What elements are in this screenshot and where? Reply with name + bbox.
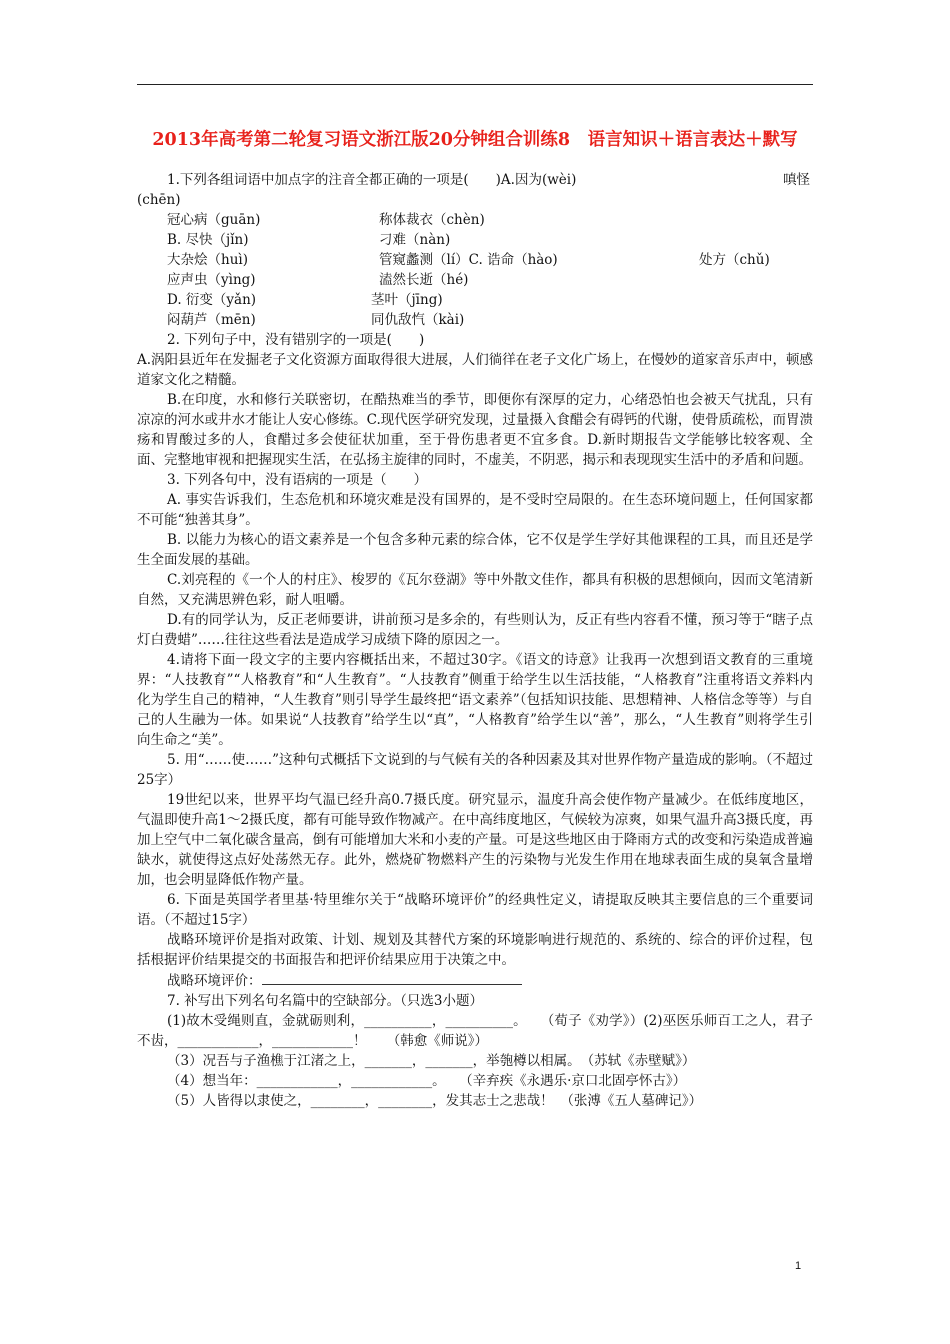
q1-stem-row — [137, 170, 813, 190]
q1-row-2 — [137, 230, 813, 250]
document-body — [137, 170, 813, 1111]
q1-option-text: 冠心病（guān) — [167, 212, 261, 228]
q1-row-5 — [137, 290, 813, 310]
q1-row-4 — [137, 270, 813, 290]
top-rule — [137, 84, 813, 85]
q3-option-a: A. 事实告诉我们，生态危机和环境灾难是没有国界的，是不受时空局限的。在生态环境问题上，任何国家都不可能“独善其身”。 — [137, 492, 813, 528]
q7-item-3: （3）况吾与子渔樵于江渚之上，_______，_______，举匏樽以相属。 （苏轼《赤壁赋》） — [167, 1053, 696, 1069]
page-number: 1 — [795, 1260, 802, 1272]
q6-passage: 战略环境评价是指对政策、计划、规划及其替代方案的环境影响进行规范的、系统的、综合的评价过程，包括根据评价结果提交的书面报告和把评价结果应用于决策之中。 — [137, 932, 813, 968]
q1-a-tail-row — [137, 190, 813, 210]
q2-option-a: A.涡阳县近年在发掘老子文化资源方面取得很大进展，人们徜徉在老子文化广场上，在慢妙的道家音乐声中，顿感道家文化之精髓。 — [137, 352, 813, 388]
q5-passage: 19世纪以来，世界平均气温已经升高0.7摄氏度。研究显示，温度升高会使作物产量减少。在低纬度地区，气温即使升高1～2摄氏度，都有可能导致作物减产。在中高纬度地区，气候较为凉爽，如果气温升高3摄氏度，再加上空气中二氧化碳含量高，倒有可能增加大米和小麦的产量。可是这些地区由于降雨方式的改变和污染造成普遍缺水，就使得这点好处荡然无存。此外，燃烧矿物燃料产生的污染物与光发生作用在地球表面生成的臭氧含量增加，也会明显降低作物产量。 — [137, 792, 813, 888]
q1-option-text: 刁难（nàn) — [379, 232, 451, 248]
q3-option-d: D.有的同学认为，反正老师要讲，讲前预习是多余的，有些则认为，反正有些内容看不懂，预习等于“瞎子点灯白费蜡”……往往这些看法是造成学习成绩下降的原因之一。 — [137, 612, 813, 648]
q4-text: 4.请将下面一段文字的主要内容概括出来，不超过30字。《语文的诗意》让我再一次想到语文教育的三重境界：“人技教育”“人格教育”和“人生教育”。“人技教育”侧重于给学生以生活技能，“人格教育”注重将语文养料内化为学生自己的精神，“人生教育”则引导学生最终把“语文素养”（包括知识技能、思想精神、人格信念等等）与自己的人生融为一体。如果说“人技教育”给学生以“真”，“人格教育”给学生以“善”，那么，“人生教育”则将学生引向生命之“美”。 — [137, 652, 813, 748]
q3-option-b: B. 以能力为核心的语文素养是一个包含多种元素的综合体，它不仅是学生学好其他课程的工具，而且还是学生全面发展的基础。 — [137, 532, 813, 568]
q1-row-3 — [137, 250, 813, 270]
q1-row-6 — [137, 310, 813, 330]
q6-stem: 6. 下面是英国学者里基·特里维尔关于“战略环境评价”的经典性定义，请提取反映其主要信息的三个重要词语。（不超过15字） — [137, 892, 813, 928]
q7-stem: 7. 补写出下列名句名篇中的空缺部分。（只选3小题） — [167, 993, 484, 1009]
q5-stem: 5. 用“……使……”这种句式概括下文说到的与气候有关的各种因素及其对世界作物产量造成的影响。（不超过25字） — [137, 752, 813, 788]
q1-option-text: 溘然长逝（hé) — [379, 272, 469, 288]
q1-stem: 1.下列各组词语中加点字的注音全都正确的一项是( )A.因为(wèi) — [167, 172, 577, 188]
q1-option-text: 茎叶（jīng) — [371, 292, 443, 308]
q6-answer-blank — [262, 970, 522, 985]
q2-options-bcd: B.在印度，水和修行关联密切，在酷热难当的季节，即便你有深厚的定力，心绪恐怕也会被天气扰乱，只有凉凉的河水或井水才能让人安心修练。C.现代医学研究发现，过量摄入食醋会有碍钙的代谢，使骨质疏松，而胃溃疡和胃酸过多的人，食醋过多会使征状加重，至于骨伤患者更不宜多食。D.新时期报告文学能够比较客观、全面、完整地审视和把握现实生活，在弘扬主旋律的同时，不虚美，不阴恶，揭示和表现现实生活中的矛盾和问题。 — [137, 392, 813, 468]
q6-answer-label: 战略环境评价： — [167, 973, 262, 989]
q1-option-text: 处方（chǔ) — [699, 252, 770, 268]
q1-a-tail: 嗔怪 — [783, 172, 810, 188]
q1-option-text: 大杂烩（huì) — [167, 252, 248, 268]
q1-option-text: D. 衍变（yǎn) — [167, 292, 257, 308]
q2-stem: 2. 下列句子中，没有错别字的一项是( ) — [167, 332, 425, 348]
q1-option-text: 管窥蠡测（lí）C. 诰命（hào) — [379, 252, 558, 268]
q7-item-4: （4）想当年：____________，____________。 （辛弃疾《永遇乐·京口北固亭怀古》） — [167, 1073, 687, 1089]
q7-item-5: （5）人皆得以隶使之，________，________，发其志士之悲哉！ （张溥《五人墓碑记》） — [167, 1093, 703, 1109]
q1-option-text: 闷葫芦（mēn) — [167, 312, 256, 328]
q6-answer-row — [137, 970, 813, 991]
q1-a-tail2: (chēn) — [137, 192, 181, 208]
q1-option-text: 应声虫（yìng) — [167, 272, 256, 288]
q1-row-1 — [137, 210, 813, 230]
q1-option-text: 称体裁衣（chèn) — [379, 212, 485, 228]
q1-option-text: B. 尽快（jǐn) — [167, 232, 249, 248]
q3-option-c: C.刘亮程的《一个人的村庄》、梭罗的《瓦尔登湖》等中外散文佳作，都具有积极的思想倾向，因而文笔清新自然，又充满思辨色彩，耐人咀嚼。 — [137, 572, 813, 608]
q1-option-text: 同仇敌忾（kài) — [371, 312, 465, 328]
document-title: 2013年高考第二轮复习语文浙江版20分钟组合训练8 语言知识＋语言表达＋默写 — [152, 130, 798, 150]
q3-stem: 3. 下列各句中，没有语病的一项是（ ） — [167, 472, 428, 488]
q7-items-1-2: (1)故木受绳则直，金就砺则利，__________，__________。 （荀子《劝学》）(2)巫医乐师百工之人，君子不齿，____________，____________！ （韩愈《师说》） — [137, 1013, 813, 1049]
